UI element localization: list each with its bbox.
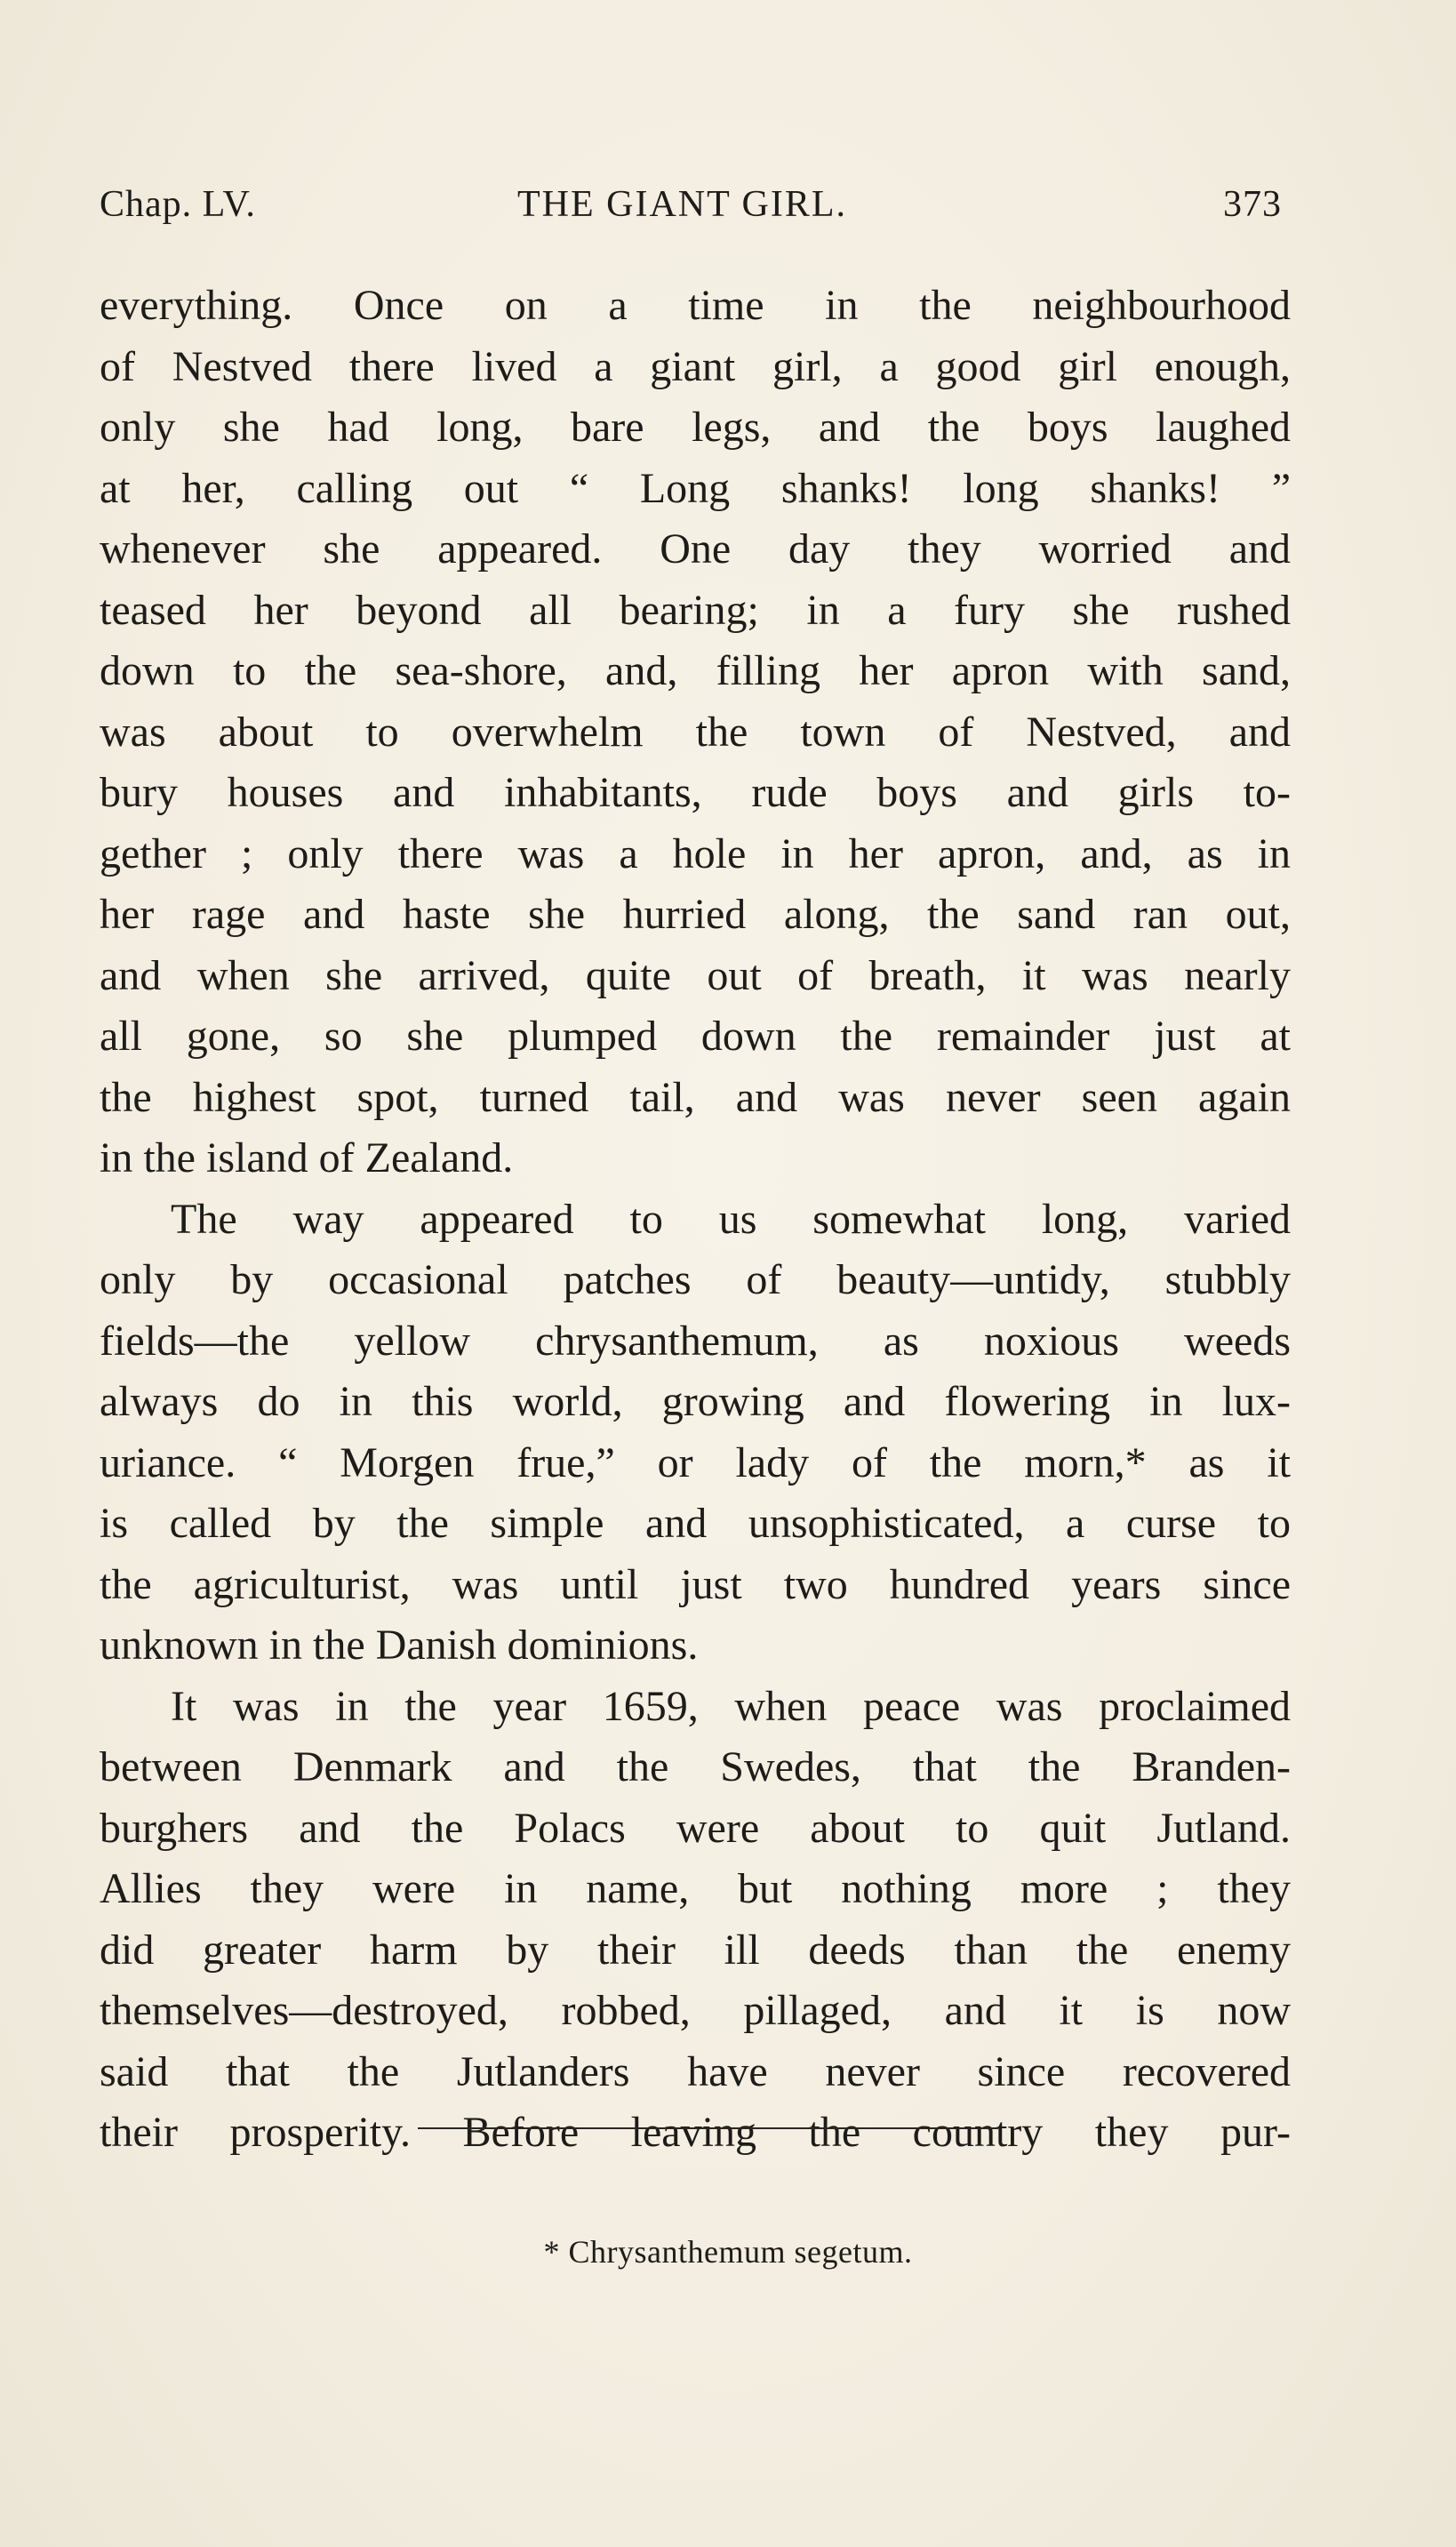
text-line: was about to overwhelm the town of Nestved, and — [100, 708, 1291, 756]
text-line: It was in the year 1659, when peace was proclaimed — [171, 1682, 1291, 1730]
text-line: their prosperity. Before leaving the country they pur- — [100, 2109, 1291, 2156]
text-line: her rage and haste she hurried along, the sand ran out, — [100, 891, 1291, 938]
running-title: THE GIANT GIRL. — [517, 184, 848, 225]
text-line: of Nestved there lived a giant girl, a good girl enough, — [100, 342, 1291, 390]
text-line: the highest spot, turned tail, and was never seen again — [100, 1073, 1291, 1121]
text-line: and when she arrived, quite out of breath, it was nearly — [100, 951, 1291, 999]
footnote: * Chrysanthemum segetum. — [543, 2234, 913, 2270]
text-line: is called by the simple and unsophisticated, a curse to — [100, 1500, 1291, 1547]
text-line: burghers and the Polacs were about to quit Jutland. — [100, 1804, 1291, 1852]
text-line: themselves—destroyed, robbed, pillaged, and it is now — [100, 1987, 1291, 2034]
text-line: The way appeared to us somewhat long, varied — [171, 1195, 1291, 1243]
text-line: fields—the yellow chrysanthemum, as noxious weeds — [100, 1317, 1291, 1365]
text-line: between Denmark and the Swedes, that the Branden- — [100, 1743, 1291, 1790]
text-line: gether ; only there was a hole in her apron, and, as in — [100, 829, 1291, 877]
text-line: did greater harm by their ill deeds than the enemy — [100, 1926, 1291, 1974]
text-line: bury houses and inhabitants, rude boys and girls to- — [100, 769, 1291, 816]
running-header — [100, 183, 1282, 236]
text-line: everything. Once on a time in the neighbourhood — [100, 282, 1291, 329]
text-line: down to the sea-shore, and, filling her apron with sand, — [100, 647, 1291, 694]
text-line: only she had long, bare legs, and the boys laughed — [100, 404, 1291, 451]
text-line: Allies they were in name, but nothing more ; they — [100, 1865, 1291, 1912]
text-line: in the island of Zealand. — [100, 1134, 514, 1181]
text-line: only by occasional patches of beauty—untidy, stubbly — [100, 1256, 1291, 1303]
text-line: uriance. “ Morgen frue,” or lady of the morn,* as it — [100, 1438, 1291, 1486]
text-line: all gone, so she plumped down the remainder just at — [100, 1013, 1291, 1060]
page-number: 373 — [1223, 184, 1282, 225]
text-line: at her, calling out “ Long shanks! long shanks! ” — [100, 464, 1291, 512]
text-line: always do in this world, growing and flowering in lux- — [100, 1378, 1291, 1425]
text-line: the agriculturist, was until just two hundred years since — [100, 1560, 1291, 1608]
footnote-rule — [418, 2127, 998, 2129]
text-line: said that the Jutlanders have never since recovered — [100, 2047, 1291, 2095]
text-line: teased her beyond all bearing; in a fury she rushed — [100, 586, 1291, 634]
chapter-label: Chap. LV. — [100, 184, 256, 225]
body-text — [100, 276, 1291, 2164]
text-line: unknown in the Danish dominions. — [100, 1622, 699, 1669]
text-line: whenever she appeared. One day they worried and — [100, 525, 1291, 573]
